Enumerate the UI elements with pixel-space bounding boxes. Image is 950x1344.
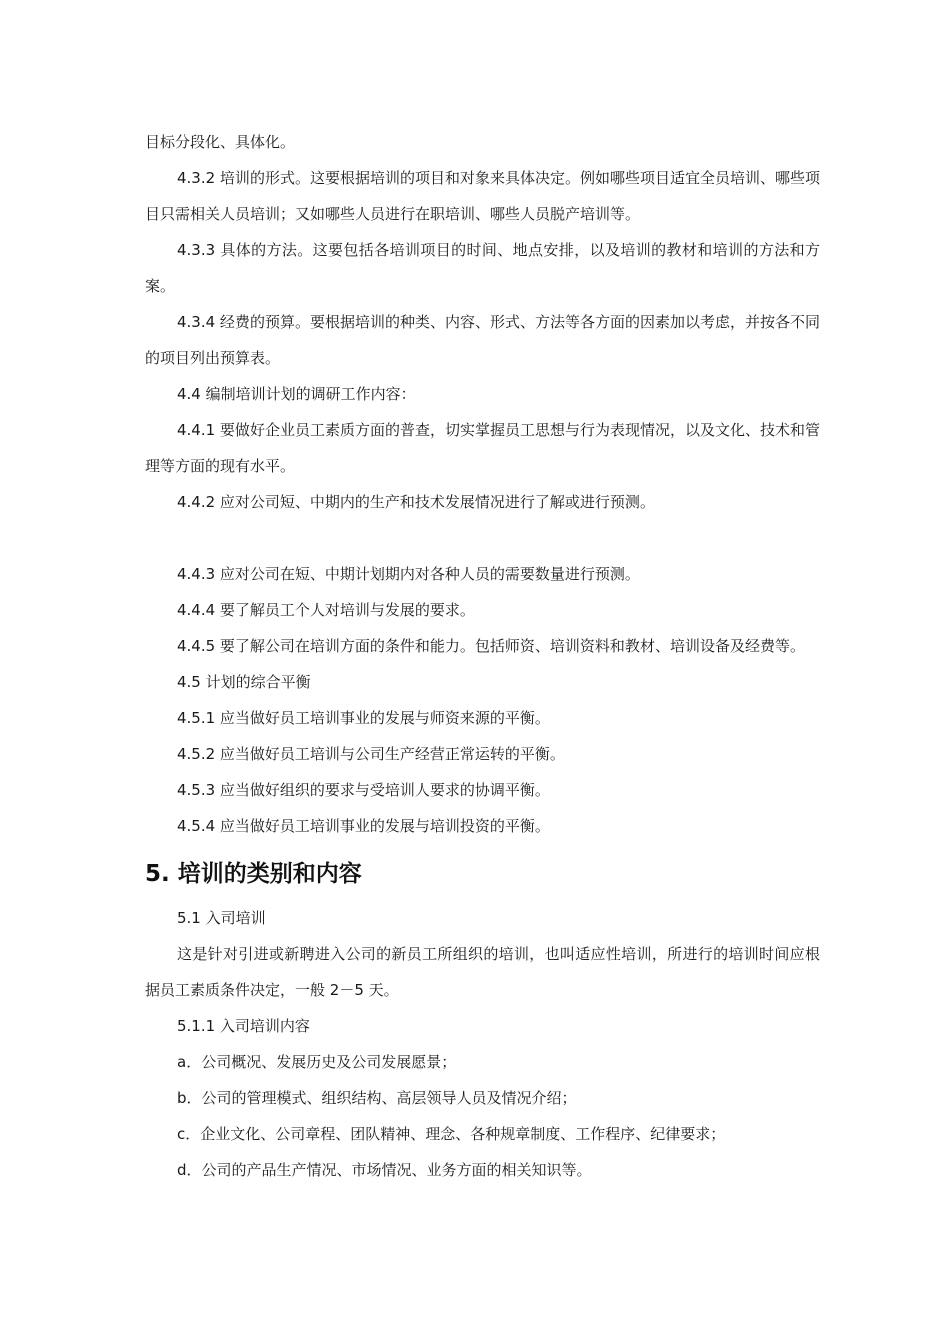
paragraph: 4.5.2 应当做好员工培训与公司生产经营正常运转的平衡。 (177, 745, 565, 763)
paragraph: 目标分段化、具体化。 (145, 133, 296, 151)
paragraph: 4.4.5 要了解公司在培训方面的条件和能力。包括师资、培训资料和教材、培训设备及经费等。 (177, 637, 805, 655)
paragraph: 4.3.2 培训的形式。这要根据培训的项目和对象来具体决定。例如哪些项目适宜全员培训、哪些项目只需相关人员培训；又如哪些人员进行在职培训、哪些人员脱产培训等。 (145, 169, 820, 223)
paragraph: 4.5.3 应当做好组织的要求与受培训人要求的协调平衡。 (177, 781, 550, 799)
paragraph-group-5-1 (145, 900, 820, 1188)
paragraph: d．公司的产品生产情况、市场情况、业务方面的相关知识等。 (177, 1161, 592, 1179)
document-page (145, 124, 820, 1188)
paragraph: 4.3.3 具体的方法。这要包括各培训项目的时间、地点安排，以及培训的教材和培训的方法和方案。 (145, 241, 820, 295)
paragraph: 4.3.4 经费的预算。要根据培训的种类、内容、形式、方法等各方面的因素加以考虑，并按各不同的项目列出预算表。 (145, 313, 820, 367)
paragraph: 5.1 入司培训 (177, 909, 266, 927)
paragraph: b．公司的管理模式、组织结构、高层领导人员及情况介绍； (177, 1089, 577, 1107)
paragraph: 4.4.1 要做好企业员工素质方面的普查，切实掌握员工思想与行为表现情况，以及文化、技术和管理等方面的现有水平。 (145, 421, 820, 475)
section-heading: 5. 培训的类别和内容 (145, 861, 362, 887)
paragraph: 4.5.1 应当做好员工培训事业的发展与师资来源的平衡。 (177, 709, 550, 727)
paragraph: 5.1.1 入司培训内容 (177, 1017, 310, 1035)
paragraph: c．企业文化、公司章程、团队精神、理念、各种规章制度、工作程序、纪律要求； (177, 1125, 726, 1143)
paragraph: 4.5.4 应当做好员工培训事业的发展与培训投资的平衡。 (177, 817, 550, 835)
paragraph: 4.4.3 应对公司在短、中期计划期内对各种人员的需要数量进行预测。 (177, 565, 640, 583)
paragraph: 4.5 计划的综合平衡 (177, 673, 311, 691)
paragraph-group-4-3-4-4 (145, 124, 820, 520)
paragraph: a．公司概况、发展历史及公司发展愿景； (177, 1053, 457, 1071)
paragraph: 这是针对引进或新聘进入公司的新员工所组织的培训，也叫适应性培训，所进行的培训时间应根据员工素质条件决定，一般 2－5 天。 (145, 945, 820, 999)
blank-line (145, 520, 820, 556)
paragraph: 4.4 编制培训计划的调研工作内容： (177, 385, 416, 403)
paragraph: 4.4.2 应对公司短、中期内的生产和技术发展情况进行了解或进行预测。 (177, 493, 655, 511)
paragraph-group-4-4-4-5 (145, 556, 820, 844)
paragraph: 4.4.4 要了解员工个人对培训与发展的要求。 (177, 601, 475, 619)
